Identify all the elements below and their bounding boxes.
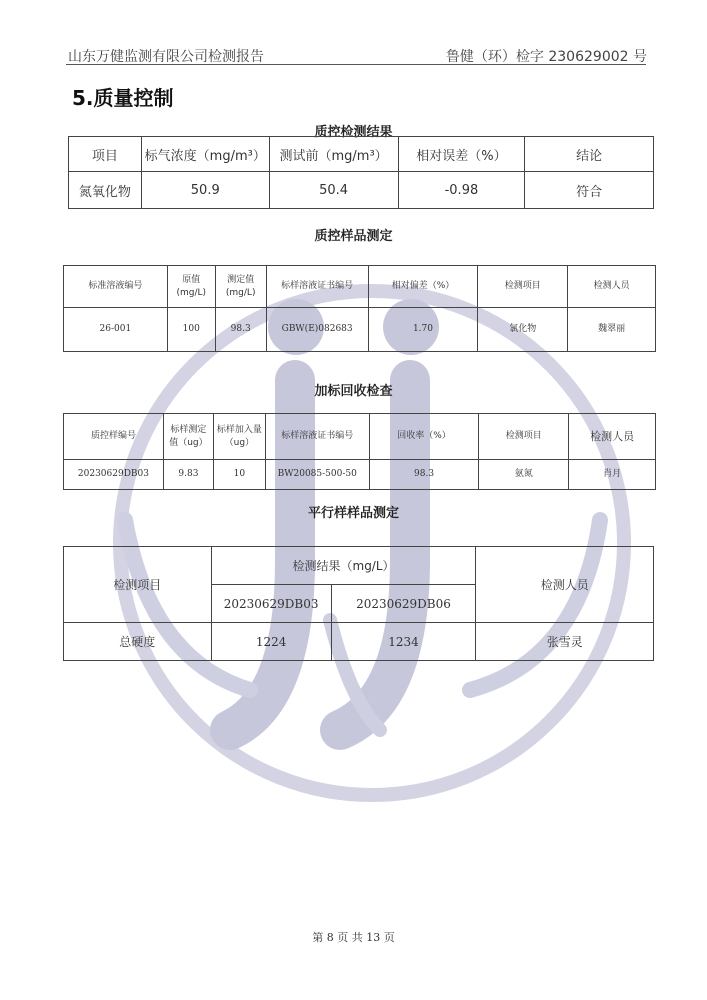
header-cell: 回收率（%） <box>369 414 479 460</box>
table-cell: 98.3 <box>215 308 266 352</box>
report-number: 鲁健（环）检字 230629002 号 <box>445 49 647 65</box>
table-cell: 肖月 <box>569 460 656 490</box>
table-cell: GBW(E)082683 <box>266 308 368 352</box>
table-cell: BW20085-500-50 <box>265 460 369 490</box>
table-cell: 26-001 <box>64 308 168 352</box>
table-row <box>64 623 654 661</box>
section-title: 5.质量控制 <box>72 86 174 110</box>
table-cell: 氮氧化物 <box>69 172 142 209</box>
page-number: 第 8 页 共 13 页 <box>312 931 395 944</box>
header-cell: 检测项目 <box>478 266 568 308</box>
table-cell: 张雪灵 <box>476 623 654 661</box>
header-cell: 原值(mg/L) <box>167 266 215 308</box>
header-cell: 检测人员 <box>476 547 654 623</box>
spike-recovery-caption: 加标回收检查 <box>314 384 393 399</box>
header-cell: 标样加入量（ug） <box>213 414 265 460</box>
table-cell: 98.3 <box>369 460 479 490</box>
qc-sample-table <box>63 265 656 352</box>
header-cell: 结论 <box>525 137 654 172</box>
sample-id-cell: 20230629DB06 <box>331 585 476 623</box>
header-cell: 检测项目 <box>64 547 212 623</box>
table-header-row <box>64 414 656 460</box>
table-row <box>69 172 654 209</box>
header-cell: 标样测定值（ug） <box>163 414 213 460</box>
table-row <box>64 460 656 490</box>
header-cell: 标样溶液证书编号 <box>266 266 368 308</box>
table-cell: 50.4 <box>269 172 398 209</box>
table-cell: 总硬度 <box>64 623 212 661</box>
header-cell: 检测项目 <box>479 414 569 460</box>
header-cell: 相对误差（%） <box>398 137 525 172</box>
table-cell: 符合 <box>525 172 654 209</box>
table-cell: 50.9 <box>141 172 269 209</box>
header-cell: 测定值(mg/L) <box>215 266 266 308</box>
sample-id-cell: 20230629DB03 <box>211 585 331 623</box>
table-cell: 魏翠丽 <box>568 308 656 352</box>
header-cell: 标准溶液编号 <box>64 266 168 308</box>
header-cell: 项目 <box>69 137 142 172</box>
header-divider <box>66 64 646 65</box>
table-cell: 1234 <box>331 623 476 661</box>
table-cell: 氯化物 <box>478 308 568 352</box>
table-row <box>64 308 656 352</box>
table-cell: 10 <box>213 460 265 490</box>
parallel-sample-table <box>63 546 654 661</box>
parallel-caption: 平行样样品测定 <box>307 506 399 521</box>
header-cell: 标气浓度（mg/m³） <box>141 137 269 172</box>
table-cell: -0.98 <box>398 172 525 209</box>
table-cell: 9.83 <box>163 460 213 490</box>
qc-sample-caption: 质控样品测定 <box>314 229 393 244</box>
header-cell: 检测人员 <box>568 266 656 308</box>
header-cell: 相对偏差（%） <box>368 266 478 308</box>
qc-result-caption: 质控检测结果 <box>314 125 393 140</box>
header-cell: 质控样编号 <box>64 414 164 460</box>
header-cell: 测试前（mg/m³） <box>269 137 398 172</box>
report-company-title: 山东万健监测有限公司检测报告 <box>68 49 264 65</box>
table-cell: 氨氮 <box>479 460 569 490</box>
qc-result-table <box>68 136 654 209</box>
header-cell: 标样溶液证书编号 <box>265 414 369 460</box>
spike-recovery-table <box>63 413 656 490</box>
header-cell: 检测结果（mg/L） <box>211 547 476 585</box>
table-header-row <box>64 547 654 585</box>
header-cell: 检测人员 <box>569 414 656 460</box>
table-header-row <box>69 137 654 172</box>
table-cell: 1.70 <box>368 308 478 352</box>
table-header-row <box>64 266 656 308</box>
table-cell: 100 <box>167 308 215 352</box>
table-cell: 1224 <box>211 623 331 661</box>
table-cell: 20230629DB03 <box>64 460 164 490</box>
